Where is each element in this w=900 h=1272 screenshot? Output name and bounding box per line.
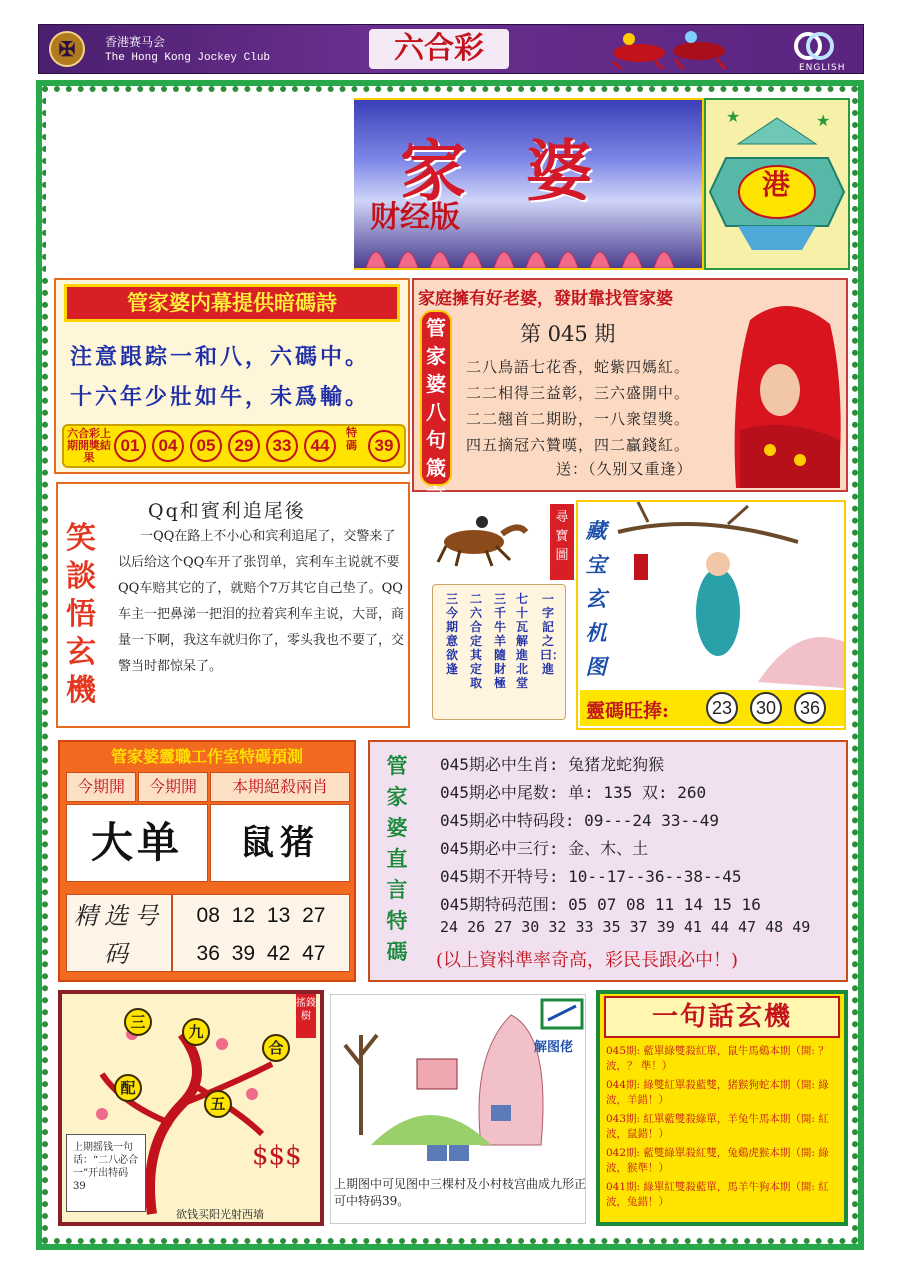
result-ball: 01 (114, 430, 146, 462)
riddle-line: 041期: 綠單紅雙殺藍單，馬羊牛狗本期（開: 紅波，兔錯！） (606, 1181, 829, 1208)
poem-title: 管家婆内幕提供暗碼詩 (64, 284, 400, 322)
eight-line: 二二翹首二期盼，一八衆望獎。 (466, 410, 691, 428)
talk-line: 045期必中生肖: 兔猪龙蛇狗猴 (440, 755, 665, 774)
riddle-line: 043期: 紅單藍雙殺綠單，羊兔牛馬本期（開: 紅波，鼠錯！） (606, 1113, 829, 1140)
issue-number: 第 045 期 (520, 322, 616, 346)
decoder-label: 解图佬 (534, 1040, 574, 1055)
scroll-column: 三千牛羊隨財極 (493, 592, 506, 690)
decoder-book-icon (540, 996, 584, 1032)
poem-line-1: 注意跟踪一和八，六碼中。 (70, 344, 371, 370)
special-ball: 39 (368, 430, 400, 462)
jockey-club-logo-icon[interactable]: ✠ (49, 31, 85, 67)
tree-ball: 五 (204, 1090, 232, 1118)
table-header: 今期開 (138, 772, 208, 802)
banner-subtitle: 财经版 (370, 200, 460, 235)
pick-numbers (172, 894, 350, 972)
scroll-column: 一字記之曰：進 (540, 592, 565, 676)
talk-line: 045期不开特号: 10--17--36--38--45 (440, 867, 742, 886)
tree-ball: 三 (124, 1008, 152, 1036)
poem-line-2: 十六年少壯如牛，未爲輸。 (70, 384, 371, 410)
racing-horses-icon (599, 27, 749, 71)
lucky-ball: 23 (706, 692, 738, 724)
straight-talk-vertical-title: 管家婆直言特碼 (386, 753, 408, 964)
bride-image (730, 300, 846, 488)
eight-line: 四五摘冠六贊嘆，四二贏錢紅。 (466, 436, 691, 454)
english-link[interactable]: ENGLISH (799, 63, 846, 73)
special-code-title: 管家婆靈職工作室特碼預測 (110, 747, 303, 766)
special-label: 特碼 (346, 426, 357, 452)
lucky-ball: 30 (750, 692, 782, 724)
money-tree-caption: 欲钱买阳光射西墙 (176, 1208, 264, 1221)
banner-blank-area (46, 96, 354, 274)
talk-line: 045期必中特码段: 09---24 33--49 (440, 811, 720, 830)
result-ball: 33 (266, 430, 298, 462)
eight-lines-vertical-title: 管家婆八句箴言 (420, 310, 452, 486)
english-link-icon[interactable] (791, 31, 837, 61)
money-tree-tag: 搖錢樹 (296, 994, 316, 1038)
joke-vertical-title: 笑談悟玄機 (66, 521, 96, 708)
svg-text:★: ★ (726, 107, 741, 126)
table-header: 本期絕殺兩肖 (210, 772, 350, 802)
tree-ball: 合 (262, 1034, 290, 1062)
talk-disclaimer: (以上資料準率奇高，彩民長跟必中！) (436, 950, 739, 971)
eight-lines-slogan: 家庭擁有好老婆，發財靠找管家婆 (418, 289, 673, 309)
riddle-title: 一句話玄機 (604, 996, 840, 1038)
big-small-prediction: 大单 (66, 804, 208, 882)
pick-numbers-row: 08 12 13 27 (196, 904, 326, 927)
lucky-numbers-label: 靈碼旺捧: (586, 700, 670, 722)
header-bar (38, 24, 864, 74)
scroll-column: 七十瓦解進北堂 (515, 592, 528, 690)
money-tree-note: 上期摇钱一句话：“二八必合一”开出特码39 (66, 1134, 146, 1212)
result-ball: 29 (228, 430, 260, 462)
hk-badge-text: 港 (762, 168, 791, 201)
riddle-line: 042期: 藍雙綠單殺紅雙，兔鷄虎猴本期（開: 綠波，猴準！） (606, 1147, 829, 1174)
page-title: 六合彩 (369, 29, 509, 69)
talk-line: 045期必中尾数: 单: 135 双: 260 (440, 783, 707, 802)
treasure-scene-image (578, 502, 844, 688)
scroll-column: 三今期意欲逢 (445, 592, 458, 676)
joke-body: 一QQ在路上不小心和宾利追尾了，交警来了以后给这个QQ车开了张罚单，宾利车主说就不要QQ车赔其它的了，就赔个7万其它自己垫了。QQ车主一把鼻涕一把泪的拉着宾利车主说，大哥，商量一下啊，我这车就归你了，零头我也不要了，交警当时都惊呆了。 (118, 529, 405, 674)
last-results-label: 六合彩上期開獎結果 (67, 427, 111, 464)
eight-line: 二八鳥語七花香，蛇紫四媽紅。 (466, 358, 691, 376)
talk-line: 24 26 27 30 32 33 35 37 39 41 44 47 48 49 (440, 918, 811, 936)
svg-text:★: ★ (816, 111, 831, 130)
club-name-cn: 香港赛马会 (105, 35, 166, 49)
club-name-en: The Hong Kong Jockey Club (105, 52, 271, 64)
joke-title: Qq和賓利追尾後 (148, 500, 306, 522)
svg-text:$$$: $$$ (252, 1141, 302, 1171)
pick-numbers-row: 36 39 42 47 (196, 942, 326, 965)
lotus-row-icon (356, 232, 700, 268)
talk-line: 045期特码范围: 05 07 08 11 14 15 16 (440, 895, 761, 914)
result-ball: 05 (190, 430, 222, 462)
scroll-column: 二六合定其定取 (469, 592, 482, 690)
treasure-map-tag: 尋寶圖 (550, 504, 574, 580)
talk-line: 045期必中三行: 金、木、土 (440, 839, 649, 858)
picture-caption: 上期图中可见图中三棵村及小村枝宫曲成九形正可中特码39。 (334, 1177, 587, 1208)
lucky-ball: 36 (794, 692, 826, 724)
tree-ball: 配 (114, 1074, 142, 1102)
eight-line: 二二相得三益彰，三六盛開中。 (466, 384, 691, 402)
eight-line-gift: 送：（久别又重逢） (556, 460, 693, 478)
result-ball: 44 (304, 430, 336, 462)
riddle-line: 044期: 綠雙紅單殺藍雙，猪猴狗蛇本期（開: 綠波，羊錯！） (606, 1079, 829, 1106)
zodiac-kill: 鼠猪 (210, 804, 350, 882)
pick-numbers-label: 精选号码 (66, 894, 172, 972)
banner-title: 家婆 (400, 132, 652, 210)
result-ball: 04 (152, 430, 184, 462)
tree-ball: 九 (182, 1018, 210, 1046)
table-header: 今期開 (66, 772, 136, 802)
treasure-vertical-title: 藏宝玄机图 (585, 518, 607, 679)
riddle-line: 045期: 藍單綠雙殺紅單，鼠牛馬鷄本期（開: ？ 波，？ 準！） (606, 1045, 829, 1072)
